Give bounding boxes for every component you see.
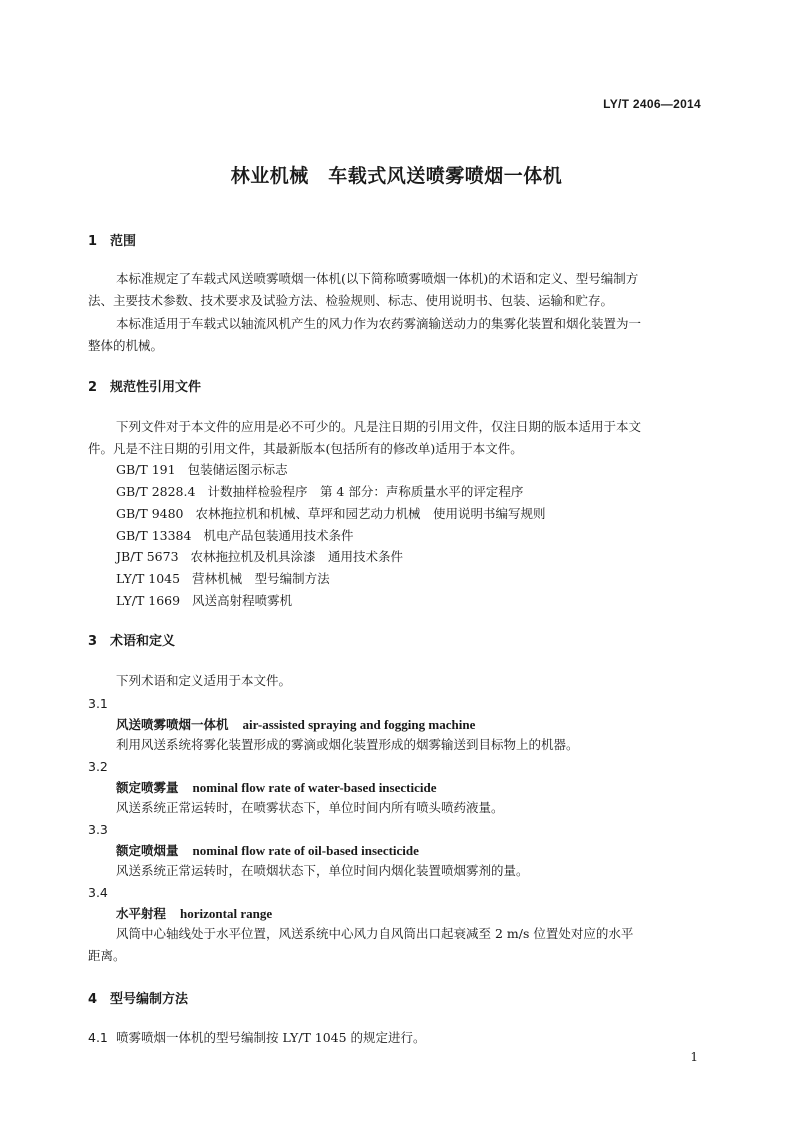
section-number: 1 (88, 234, 98, 249)
term-zh: 额定喷烟量 (116, 843, 179, 858)
reference-title: 营林机械 型号编制方法 (192, 571, 330, 586)
section-number: 2 (88, 380, 98, 395)
term-heading (116, 841, 419, 859)
references-intro-line-2: 件。凡是不注日期的引用文件，其最新版本(包括所有的修改单)适用于本文件。 (88, 441, 523, 456)
term-definition: 风送系统正常运转时，在喷烟状态下，单位时间内烟化装置喷烟雾剂的量。 (116, 863, 529, 878)
reference-code: LY/T 1045 (116, 571, 181, 586)
term-number: 3.4 (88, 885, 108, 900)
section-heading-model (88, 988, 188, 1007)
reference-title: 风送高射程喷雾机 (192, 593, 293, 608)
reference-title: 农林拖拉机及机具涂漆 通用技术条件 (190, 549, 404, 564)
reference-item (116, 504, 546, 522)
term-zh: 额定喷雾量 (116, 780, 179, 795)
term-definition-line-2: 距离。 (88, 948, 126, 963)
reference-item (116, 460, 288, 478)
reference-code: GB/T 9480 (116, 506, 184, 521)
section-title: 术语和定义 (110, 634, 176, 649)
term-en: horizontal range (180, 906, 273, 921)
clause-text: 喷雾喷烟一体机的型号编制按 LY/T 1045 的规定进行。 (116, 1030, 426, 1045)
term-heading (116, 778, 436, 796)
section-title: 规范性引用文件 (110, 380, 202, 395)
reference-title: 计数抽样检验程序 第 4 部分：声称质量水平的评定程序 (207, 484, 524, 499)
term-definition: 风送系统正常运转时，在喷雾状态下，单位时间内所有喷头喷药液量。 (116, 800, 504, 815)
reference-item (116, 569, 330, 587)
reference-item (116, 591, 292, 609)
section-heading-scope (88, 230, 136, 249)
section-title: 型号编制方法 (110, 992, 189, 1007)
scope-paragraph-2-line-1: 本标准适用于车载式以轴流风机产生的风力作为农药雾滴输送动力的集雾化装置和烟化装置为一 (116, 316, 642, 331)
term-number: 3.1 (88, 696, 108, 711)
scope-paragraph-2-line-2: 整体的机械。 (88, 338, 164, 353)
term-zh: 风送喷雾喷烟一体机 (116, 717, 229, 732)
section-title: 范围 (110, 234, 137, 249)
scope-paragraph-1-line-1: 本标准规定了车载式风送喷雾喷烟一体机(以下简称喷雾喷烟一体机)的术语和定义、型号编制方 (116, 271, 639, 286)
scope-paragraph-1-line-2: 法、主要技术参数、技术要求及试验方法、检验规则、标志、使用说明书、包装、运输和贮存。 (88, 293, 614, 308)
reference-code: JB/T 5673 (116, 549, 179, 564)
term-en: air-assisted spraying and fogging machine (242, 717, 476, 732)
reference-code: GB/T 13384 (116, 528, 192, 543)
term-en: nominal flow rate of oil-based insecticide (192, 843, 419, 858)
term-definition: 利用风送系统将雾化装置形成的雾滴或烟化装置形成的烟雾输送到目标物上的机器。 (116, 737, 579, 752)
clause-number: 4.1 (88, 1030, 108, 1045)
term-heading (116, 715, 475, 733)
reference-item (116, 547, 403, 565)
term-heading (116, 904, 272, 922)
terms-intro: 下列术语和定义适用于本文件。 (116, 673, 292, 688)
reference-title: 包装储运图示标志 (187, 462, 288, 477)
reference-item (116, 482, 523, 500)
references-intro-line-1: 下列文件对于本文件的应用是必不可少的。凡是注日期的引用文件，仅注日期的版本适用于本文 (116, 419, 642, 434)
term-en: nominal flow rate of water-based insecticide (192, 780, 437, 795)
model-clause (88, 1027, 426, 1048)
standard-number: LY/T 2406—2014 (603, 97, 701, 111)
section-heading-references (88, 376, 201, 395)
reference-code: GB/T 191 (116, 462, 176, 477)
reference-code: LY/T 1669 (116, 593, 181, 608)
term-definition-line-1: 风筒中心轴线处于水平位置，风送系统中心风力自风筒出口起衰减至 2 m/s 位置处对应的水平 (116, 926, 634, 941)
page-number: 1 (690, 1050, 698, 1064)
section-number: 3 (88, 634, 98, 649)
term-number: 3.3 (88, 822, 108, 837)
section-number: 4 (88, 992, 98, 1007)
section-heading-terms (88, 630, 175, 649)
reference-title: 农林拖拉机和机械、草坪和园艺动力机械 使用说明书编写规则 (195, 506, 546, 521)
term-number: 3.2 (88, 759, 108, 774)
reference-title: 机电产品包装通用技术条件 (203, 528, 354, 543)
reference-code: GB/T 2828.4 (116, 484, 196, 499)
term-zh: 水平射程 (116, 906, 167, 921)
reference-item (116, 526, 353, 544)
document-title: 林业机械 车载式风送喷雾喷烟一体机 (230, 165, 563, 187)
